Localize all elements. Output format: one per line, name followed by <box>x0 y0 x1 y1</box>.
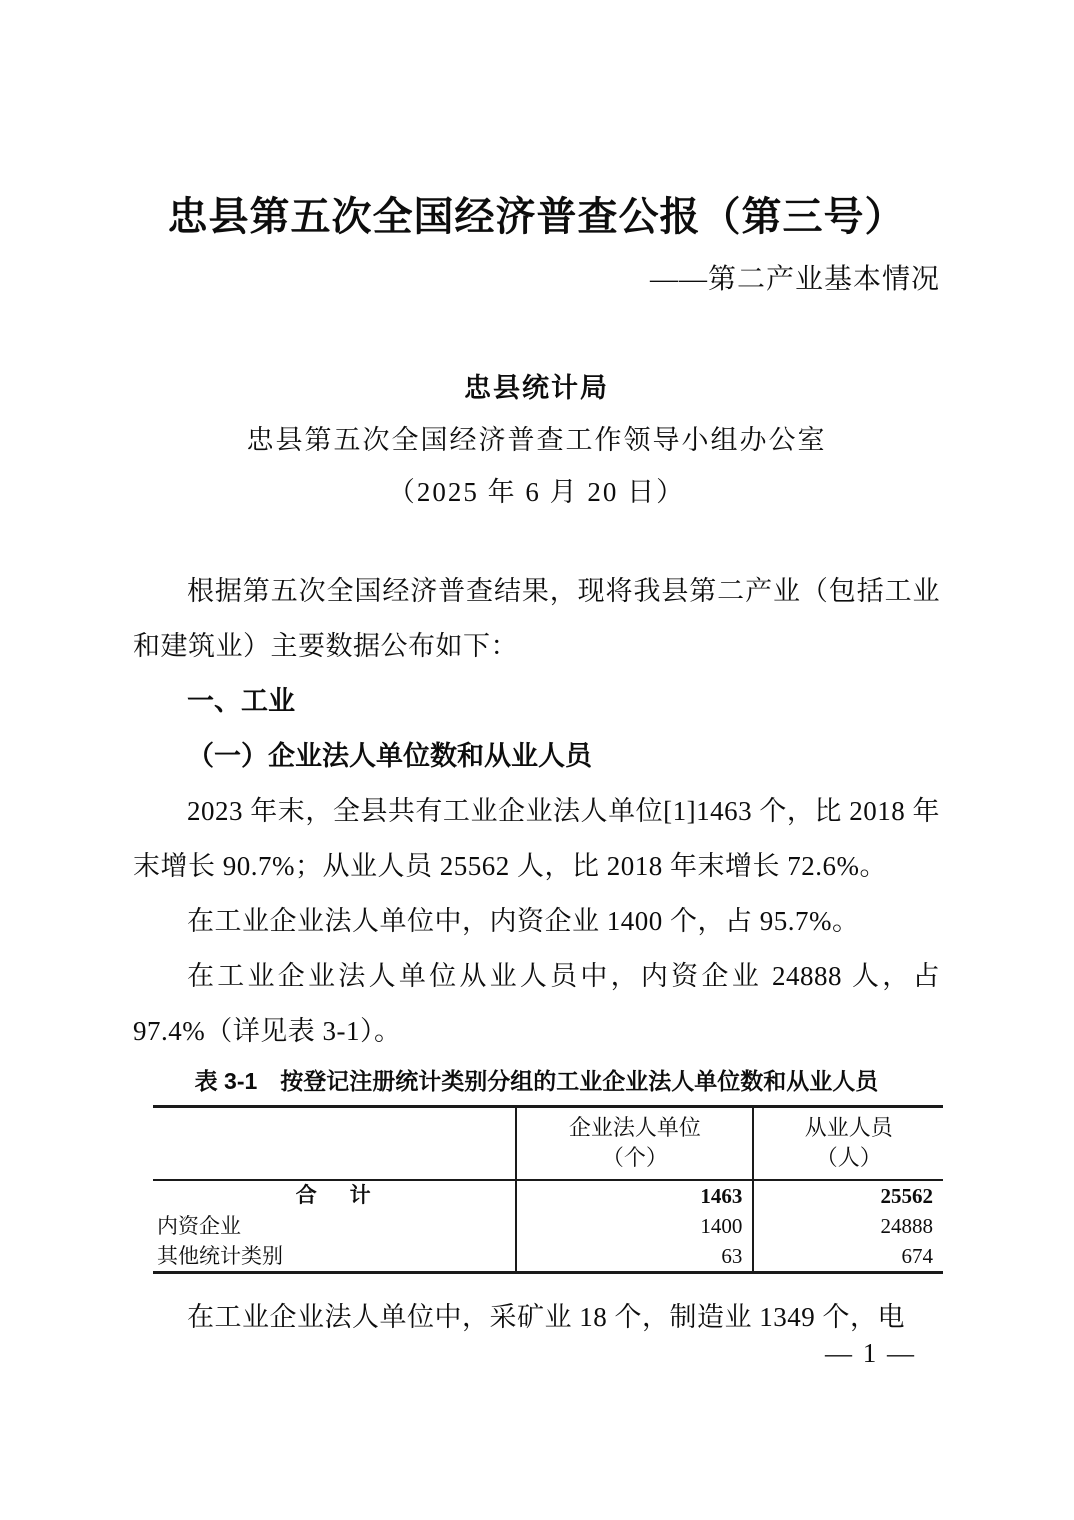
row-units-value: 63 <box>516 1241 753 1273</box>
row-units-value: 1463 <box>516 1180 753 1211</box>
header-persons-line1: 从业人员 <box>804 1115 893 1140</box>
header-persons-line2: （人） <box>815 1145 882 1170</box>
org-line-census-office: 忠县第五次全国经济普查工作领导小组办公室 <box>246 425 827 455</box>
publication-date: （2025 年 6 月 20 日） <box>387 477 686 507</box>
row-persons-value: 24888 <box>753 1211 943 1241</box>
paragraph-intro: 根据第五次全国经济普查结果，现将我县第二产业（包括工业和建筑业）主要数据公布如下： <box>133 576 940 661</box>
table-row-domestic <box>153 1211 943 1241</box>
row-label: 其他统计类别 <box>157 1244 283 1268</box>
row-label: 合 计 <box>295 1184 377 1207</box>
row-units-value: 1400 <box>516 1211 753 1241</box>
section-heading-industry: 一、工业 <box>187 686 295 716</box>
document-body <box>133 564 940 1345</box>
page-number: — 1 — <box>825 1338 916 1368</box>
table-row-other <box>153 1241 943 1273</box>
header-cell-persons <box>753 1107 943 1181</box>
paragraph-domestic-units: 在工业企业法人单位中，内资企业 1400 个，占 95.7%。 <box>187 906 860 936</box>
table-body <box>153 1180 943 1273</box>
row-label: 内资企业 <box>157 1214 241 1238</box>
paragraph-domestic-employees: 在工业企业法人单位从业人员中，内资企业 24888 人，占 97.4%（详见表 3-1）。 <box>133 961 940 1046</box>
header-cell-blank <box>153 1107 516 1181</box>
subsection-heading-legal-units: （一）企业法人单位数和从业人员 <box>187 741 592 771</box>
table-3-1 <box>153 1105 943 1274</box>
table-title: 表 3-1 按登记注册统计类别分组的工业企业法人单位数和从业人员 <box>194 1068 879 1094</box>
paragraph-industry-breakdown: 在工业企业法人单位中，采矿业 18 个，制造业 1349 个，电 <box>187 1302 905 1332</box>
header-cell-units <box>516 1107 753 1181</box>
header-units-line2: （个） <box>601 1145 668 1170</box>
org-line-statistics-bureau: 忠县统计局 <box>464 373 609 403</box>
paragraph-units-total: 2023 年末，全县共有工业企业法人单位[1]1463 个，比 2018 年末增长 90.7%；从业人员 25562 人，比 2018 年末增长 72.6%。 <box>133 796 940 881</box>
issuing-org-block <box>133 362 940 518</box>
page-title: 忠县第五次全国经济普查公报（第三号） <box>167 194 906 239</box>
row-persons-value: 674 <box>753 1241 943 1273</box>
row-persons-value: 25562 <box>753 1180 943 1211</box>
header-units-line1: 企业法人单位 <box>568 1115 701 1140</box>
page-subtitle: ——第二产业基本情况 <box>649 264 940 295</box>
table-header <box>153 1107 943 1181</box>
table-row-total <box>153 1180 943 1211</box>
